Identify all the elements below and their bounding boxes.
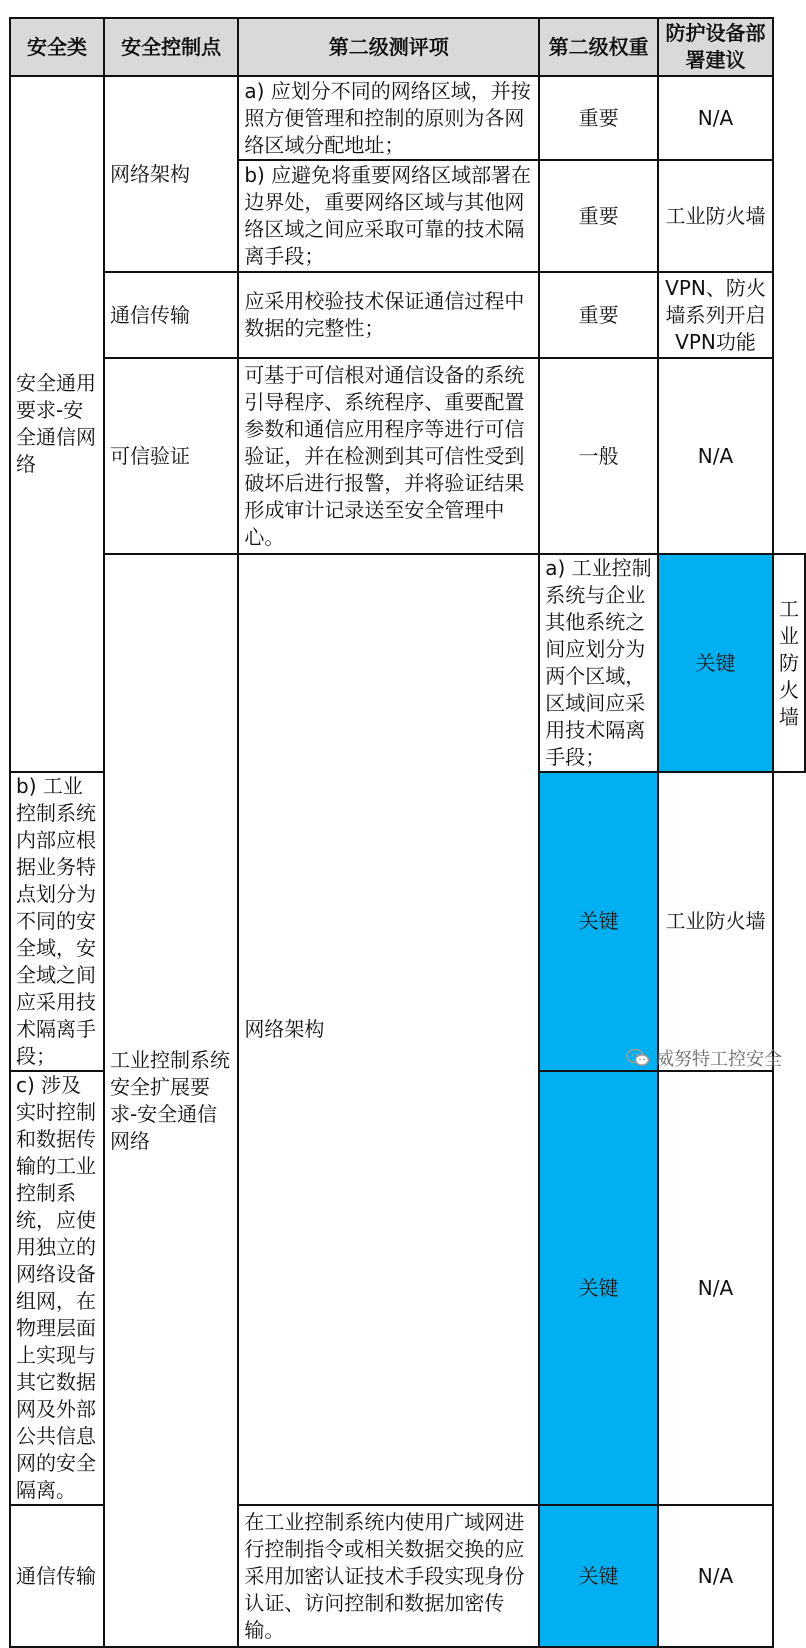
category-cell: 安全通用要求-安全通信网络 bbox=[10, 76, 104, 772]
device-cell: N/A bbox=[658, 358, 773, 554]
item-cell: b) 应避免将重要网络区域部署在边界处，重要网络区域与其他网络区域之间应采取可靠的技术隔离手段； bbox=[238, 160, 539, 272]
header-control-point: 安全控制点 bbox=[104, 18, 238, 76]
weight-cell-key: 关键 bbox=[539, 1505, 658, 1647]
weight-cell: 重要 bbox=[539, 272, 658, 358]
wechat-icon bbox=[626, 1048, 650, 1068]
control-point-cell: 网络架构 bbox=[104, 76, 238, 272]
weight-cell-key: 关键 bbox=[539, 1071, 658, 1505]
control-point-cell: 网络架构 bbox=[238, 554, 539, 1505]
weight-cell: 重要 bbox=[539, 76, 658, 160]
device-cell: N/A bbox=[658, 76, 773, 160]
control-point-cell: 可信验证 bbox=[104, 358, 238, 554]
header-weight: 第二级权重 bbox=[539, 18, 658, 76]
watermark bbox=[626, 1046, 782, 1070]
header-category: 安全类 bbox=[10, 18, 104, 76]
header-device: 防护设备部署建议 bbox=[658, 18, 773, 76]
watermark-text: 威努特工控安全 bbox=[656, 1049, 782, 1070]
item-cell: 应采用校验技术保证通信过程中数据的完整性； bbox=[238, 272, 539, 358]
weight-cell-key: 关键 bbox=[658, 554, 773, 772]
category-cell: 工业控制系统安全扩展要求-安全通信网络 bbox=[104, 554, 238, 1647]
weight-cell-key: 关键 bbox=[539, 772, 658, 1071]
table-row bbox=[10, 358, 805, 554]
weight-cell: 一般 bbox=[539, 358, 658, 554]
item-cell: a) 工业控制系统与企业其他系统之间应划分为两个区域，区域间应采用技术隔离手段； bbox=[539, 554, 658, 772]
control-point-cell: 通信传输 bbox=[10, 1505, 104, 1647]
table-row bbox=[10, 76, 805, 160]
item-cell: c) 涉及实时控制和数据传输的工业控制系统，应使用独立的网络设备组网，在物理层面上实现与其它数据网及外部公共信息网的安全隔离。 bbox=[10, 1071, 104, 1505]
weight-cell: 重要 bbox=[539, 160, 658, 272]
item-cell: 在工业控制系统内使用广域网进行控制指令或相关数据交换的应采用加密认证技术手段实现身份认证、访问控制和数据加密传输。 bbox=[238, 1505, 539, 1647]
device-cell: 工业防火墙 bbox=[773, 554, 805, 772]
control-point-cell: 通信传输 bbox=[104, 272, 238, 358]
device-cell: 工业防火墙 bbox=[658, 160, 773, 272]
table-row bbox=[10, 272, 805, 358]
item-cell: a) 应划分不同的网络区域，并按照方便管理和控制的原则为各网络区域分配地址； bbox=[238, 76, 539, 160]
device-cell: 工业防火墙 bbox=[658, 772, 773, 1071]
table-row bbox=[10, 554, 805, 772]
header-item: 第二级测评项 bbox=[238, 18, 539, 76]
device-cell: N/A bbox=[658, 1071, 773, 1505]
table-header-row bbox=[10, 18, 805, 76]
item-cell: b) 工业控制系统内部应根据业务特点划分为不同的安全域，安全域之间应采用技术隔离手段； bbox=[10, 772, 104, 1071]
security-requirements-table bbox=[9, 17, 806, 1648]
item-cell: 可基于可信根对通信设备的系统引导程序、系统程序、重要配置参数和通信应用程序等进行可信验证，并在检测到其可信性受到破坏后进行报警，并将验证结果形成审计记录送至安全管理中心。 bbox=[238, 358, 539, 554]
device-cell: VPN、防火墙系列开启VPN功能 bbox=[658, 272, 773, 358]
device-cell: N/A bbox=[658, 1505, 773, 1647]
